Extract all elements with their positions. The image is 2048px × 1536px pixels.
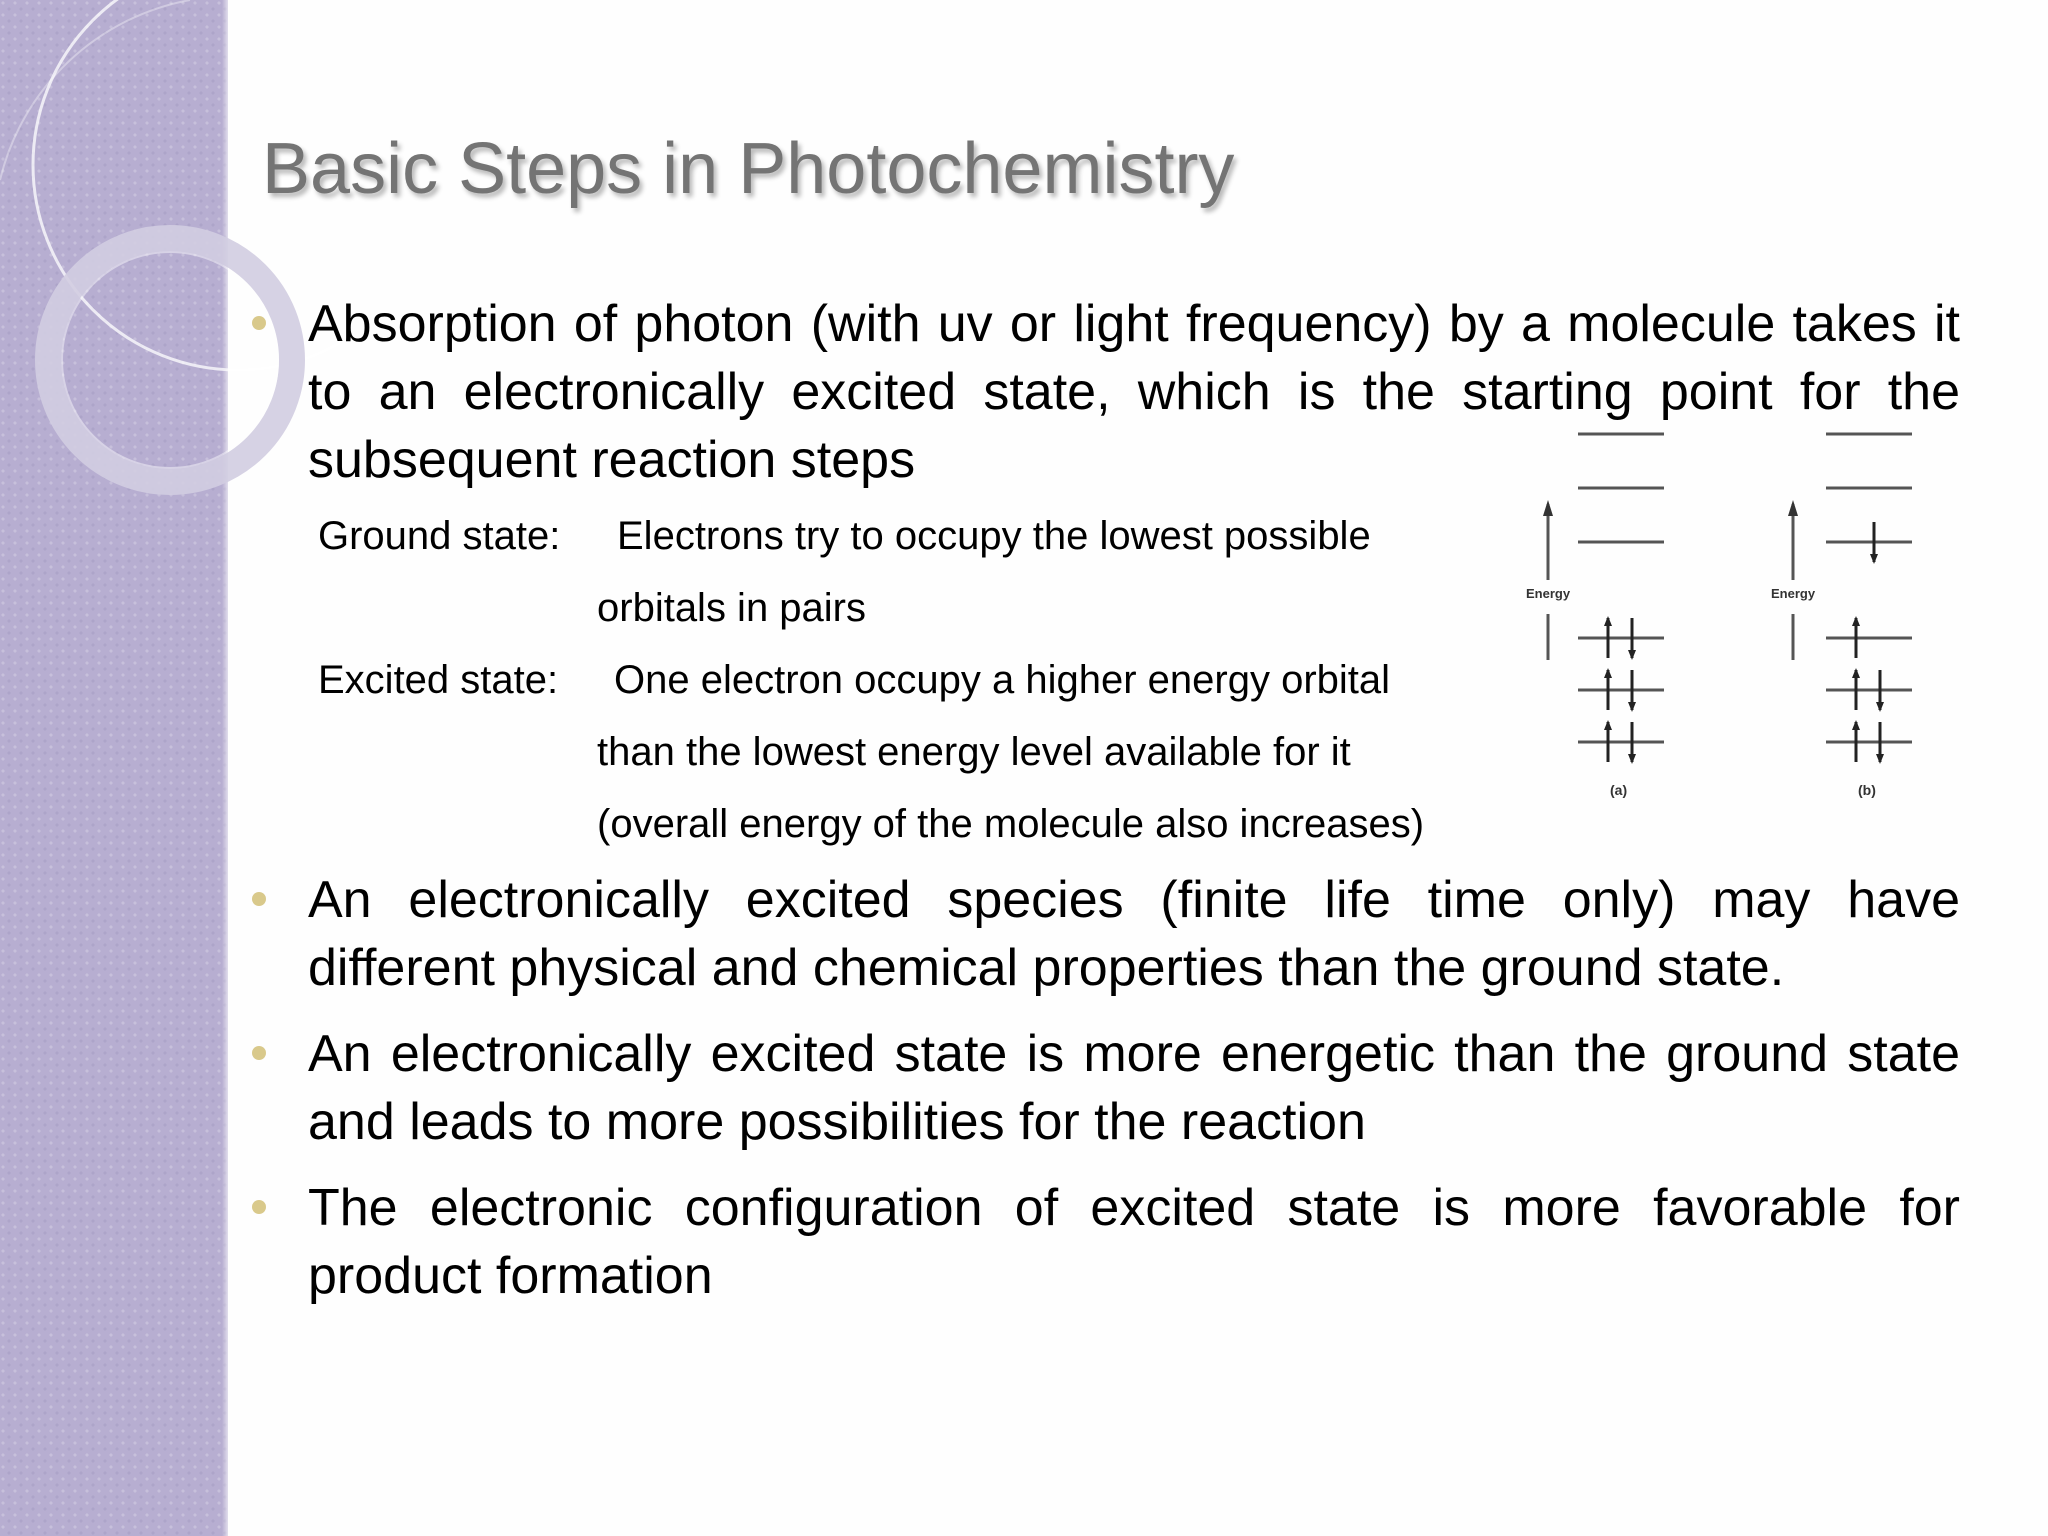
orbital-energy-diagram (1518, 420, 1938, 810)
bullet-text-1: Absorption of photon (with uv or light frequency) by a molecule takes it to an electronically excited state, which is the starting point for the subsequent reaction steps (308, 295, 1960, 489)
bullet-text-2: An electronically excited species (finite life time only) may have different physical and chemical properties than the ground state. (308, 871, 1960, 997)
bullet-dot (252, 316, 266, 330)
excited-state-line-1: One electron occupy a higher energy orbital (614, 658, 1391, 702)
bullet-item-4 (308, 1174, 1960, 1310)
bullet-text-4: The electronic configuration of excited state is more favorable for product formation (308, 1179, 1960, 1305)
bullet-dot (252, 1200, 266, 1214)
ground-state-line-2: orbitals in pairs (597, 586, 867, 630)
diagram-caption-a: (a) (1610, 782, 1628, 798)
bullet-item-3 (308, 1020, 1960, 1156)
bullet-dot (252, 892, 266, 906)
slide-title: Basic Steps in Photochemistry (262, 129, 1235, 209)
bullet-dot (252, 1046, 266, 1060)
diagram-axis-label-b: Energy (1771, 586, 1816, 601)
bullet-text-3: An electronically excited state is more energetic than the ground state and leads to more possibilities for the reaction (308, 1025, 1960, 1151)
excited-state-label: Excited state: (318, 658, 559, 702)
excited-state-line-3: (overall energy of the molecule also increases) (597, 802, 1425, 846)
diagram-caption-b: (b) (1858, 782, 1876, 798)
diagram-axis-label-a: Energy (1526, 586, 1571, 601)
side-decoration-band (0, 0, 228, 1536)
excited-state-line-2: than the lowest energy level available for it (597, 730, 1351, 774)
ground-state-label: Ground state: (318, 514, 561, 558)
ground-state-line-1: Electrons try to occupy the lowest possible (617, 514, 1371, 558)
bullet-item-2 (308, 866, 1960, 1002)
